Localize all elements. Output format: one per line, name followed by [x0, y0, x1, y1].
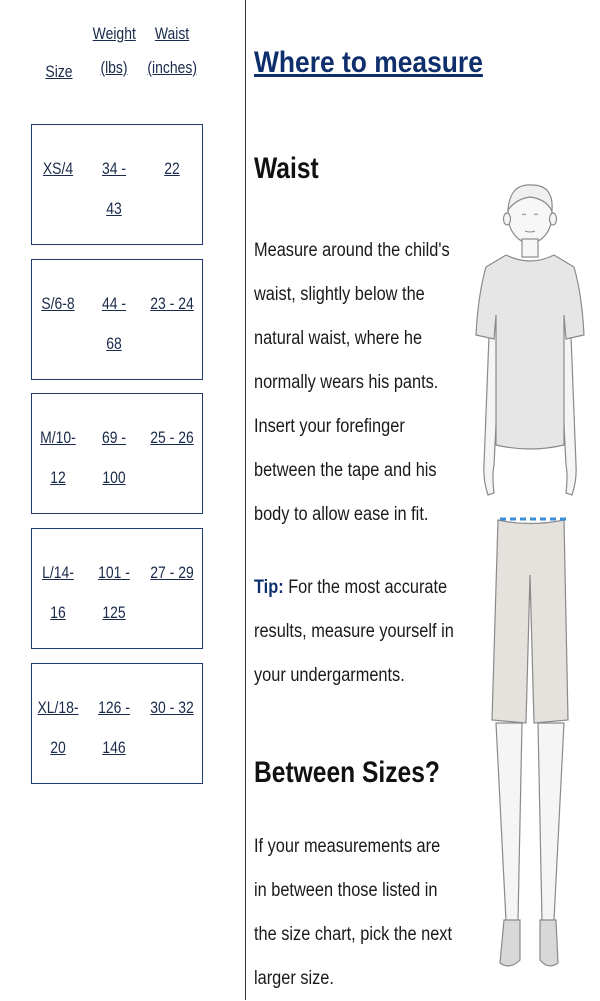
weight-cell [93, 418, 136, 498]
left-ear [504, 213, 511, 225]
left-leg [496, 723, 522, 921]
text-line: If your measurements are [254, 836, 441, 857]
text-line: natural waist, where he [254, 328, 423, 349]
right-sock [540, 920, 558, 966]
waist-cell-line: 23 - 24 [150, 294, 194, 313]
text-line [254, 566, 448, 610]
tip-label: Tip: [254, 577, 284, 598]
waist-cell-line: 25 - 26 [150, 428, 194, 447]
weight-cell-line: 69 - [101, 428, 127, 447]
size-cell-line: 12 [50, 468, 66, 487]
size-cell [37, 418, 80, 498]
text-line: normally wears his pants. [254, 372, 439, 393]
weight-cell-line: 126 - [98, 698, 130, 717]
weight-cell-line: 100 [102, 468, 126, 487]
size-cell-line: 20 [50, 738, 66, 757]
column-divider [245, 0, 246, 1000]
right-ear [550, 213, 557, 225]
waist-cell [147, 284, 196, 324]
right-leg [538, 723, 564, 921]
weight-cell [93, 688, 136, 768]
waist-heading: Waist [254, 152, 319, 185]
weight-cell [93, 553, 136, 633]
size-row-xs [31, 124, 203, 245]
text-line: Measure around the child's [254, 240, 450, 261]
size-row-m [31, 393, 203, 514]
weight-cell-line: 125 [102, 603, 126, 622]
waist-header-line1: Waist [154, 24, 190, 43]
weight-header-line2: (lbs) [100, 58, 128, 77]
size-row-s [31, 259, 203, 380]
size-cell-line: XS/4 [42, 159, 74, 178]
text-line: larger size. [254, 968, 334, 989]
waist-header [147, 17, 196, 85]
text-line: waist, slightly below the [254, 284, 425, 305]
text-line: body to allow ease in fit. [254, 504, 429, 525]
weight-cell-line: 146 [102, 738, 126, 757]
weight-header [93, 17, 136, 85]
tip-text [254, 566, 454, 698]
waist-cell-line: 22 [164, 159, 180, 178]
weight-cell-line: 43 [106, 199, 122, 218]
text-line: Insert your forefinger [254, 416, 405, 437]
waist-cell [147, 553, 196, 593]
boy-figure-illustration [470, 175, 590, 975]
neck [522, 239, 538, 257]
size-cell [37, 553, 80, 633]
left-sock [500, 920, 520, 966]
weight-cell-line: 68 [106, 334, 122, 353]
text-line: results, measure yourself in [254, 621, 454, 642]
size-cell-line: M/10- [40, 428, 76, 447]
where-to-measure-title: Where to measure [254, 46, 483, 79]
size-cell-line: XL/18- [37, 698, 79, 717]
weight-header-line1: Weight [92, 24, 136, 43]
size-cell [40, 149, 76, 189]
weight-cell-line: 44 - [101, 294, 127, 313]
text-line: in between those listed in [254, 880, 438, 901]
size-header-label: Size [45, 62, 73, 81]
waist-instructions [254, 229, 450, 537]
waist-cell-line: 27 - 29 [150, 563, 194, 582]
between-sizes-heading: Between Sizes? [254, 756, 440, 789]
between-sizes-text [254, 825, 453, 1001]
weight-cell-line: 34 - [101, 159, 127, 178]
weight-cell-line: 101 - [98, 563, 130, 582]
text-line: your undergarments. [254, 665, 405, 686]
waist-cell-line: 30 - 32 [150, 698, 194, 717]
size-cell [37, 284, 80, 324]
size-cell-line: 16 [50, 603, 66, 622]
size-cell-line: S/6-8 [41, 294, 75, 313]
shorts [492, 520, 568, 723]
size-cell [37, 688, 80, 768]
waist-cell [147, 149, 196, 189]
text-line: the size chart, pick the next [254, 924, 453, 945]
size-cell-line: L/14- [42, 563, 74, 582]
size-header [42, 55, 76, 89]
waist-header-line2: (inches) [147, 58, 197, 77]
weight-cell [93, 149, 136, 229]
size-row-l [31, 528, 203, 649]
waist-cell [147, 688, 196, 728]
tip-text-part: For the most accurate [288, 577, 448, 598]
size-row-xl [31, 663, 203, 784]
weight-cell [93, 284, 136, 364]
waist-cell [147, 418, 196, 458]
text-line: between the tape and his [254, 460, 437, 481]
